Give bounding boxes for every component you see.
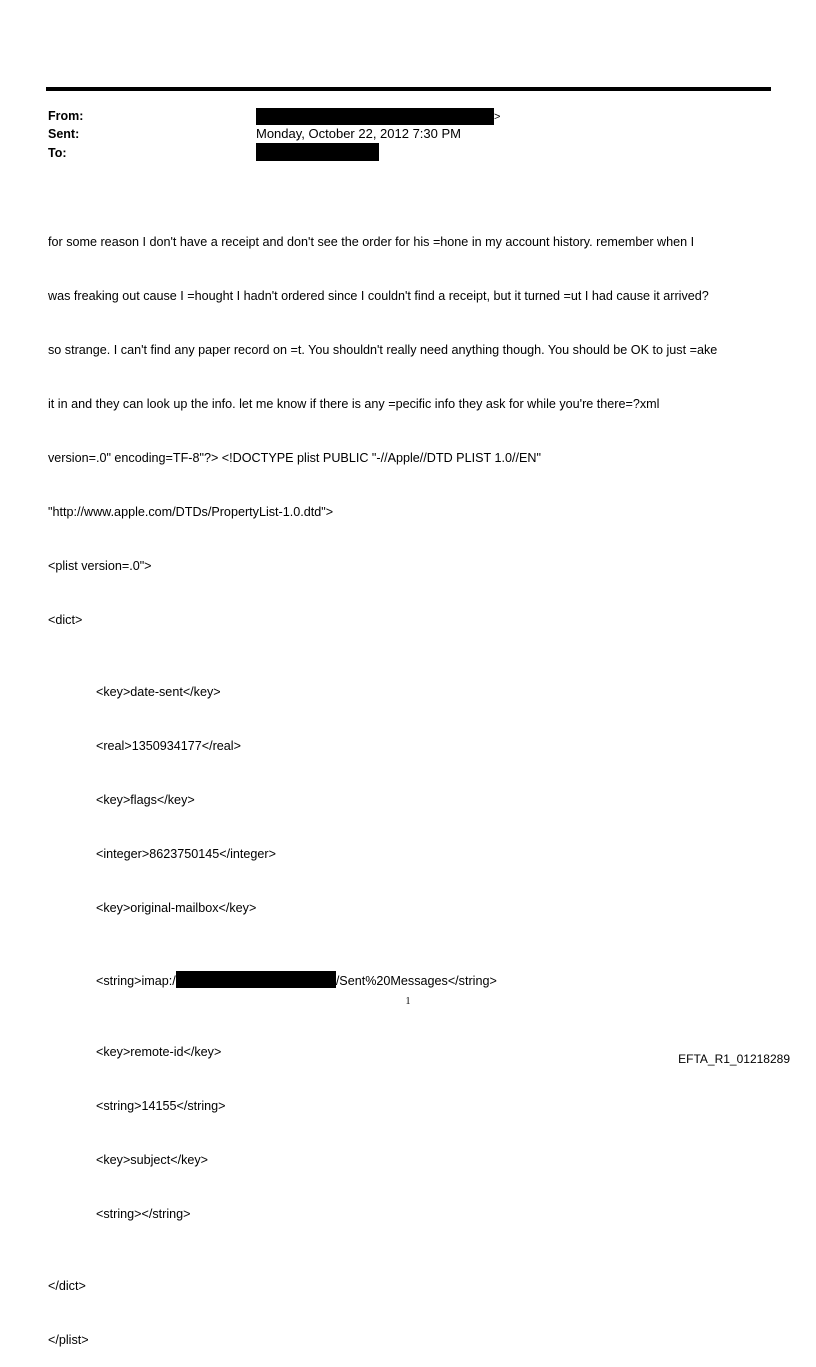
header-rule [46, 87, 771, 91]
sent-label: Sent: [48, 127, 80, 141]
plist-line: <real>1350934177</real> [96, 739, 241, 753]
plist-line: <string>14155</string> [96, 1099, 226, 1113]
body-line: for some reason I don't have a receipt and don't see the order for his =hone in my account history. remember when I [48, 235, 695, 249]
plist-line: <key>subject</key> [96, 1153, 209, 1167]
body-line: <dict> [48, 613, 83, 627]
from-value [256, 108, 500, 125]
closing-line: </dict> [48, 1279, 86, 1293]
plist-line: <key>remote-id</key> [96, 1045, 222, 1059]
from-label: From: [48, 109, 84, 123]
page-number: 1 [405, 996, 411, 1007]
plist-line: <key>flags</key> [96, 793, 195, 807]
body-line: version=.0" encoding=TF-8"?> <!DOCTYPE plist PUBLIC "-//Apple//DTD PLIST 1.0//EN" [48, 451, 541, 465]
imap-suffix: /Sent%20Messages</string> [335, 974, 497, 988]
plist-line: <integer>8623750145</integer> [96, 847, 276, 861]
closing-line: </plist> [48, 1333, 89, 1347]
body-line: <plist version=.0"> [48, 559, 152, 573]
imap-prefix: <string>imap:/ [96, 974, 176, 988]
body-line: it in and they can look up the info. let me know if there is any =pecific info they ask for while you're there=?xml [48, 397, 660, 411]
redaction-block [256, 143, 379, 161]
document-id: EFTA_R1_01218289 [678, 1052, 790, 1066]
plist-line: <string></string> [96, 1207, 191, 1221]
to-value [256, 143, 379, 161]
redaction-block [176, 971, 336, 988]
body-line: "http://www.apple.com/DTDs/PropertyList-1.0.dtd"> [48, 505, 334, 519]
from-suffix: > [494, 111, 501, 123]
plist-imap-line [48, 971, 778, 989]
plist-line: <key>date-sent</key> [96, 685, 221, 699]
plist-line: <key>original-mailbox</key> [96, 901, 257, 915]
sent-value: Monday, October 22, 2012 7:30 PM [256, 126, 461, 141]
body-line: so strange. I can't find any paper record on =t. You shouldn't really need anything though. You should be OK to just =ake [48, 343, 718, 357]
body-line: was freaking out cause I =hought I hadn't ordered since I couldn't find a receipt, but it turned =ut I had cause it arrived? [48, 289, 709, 303]
to-label: To: [48, 146, 67, 160]
message-body [48, 197, 778, 1367]
redaction-block [256, 108, 494, 125]
